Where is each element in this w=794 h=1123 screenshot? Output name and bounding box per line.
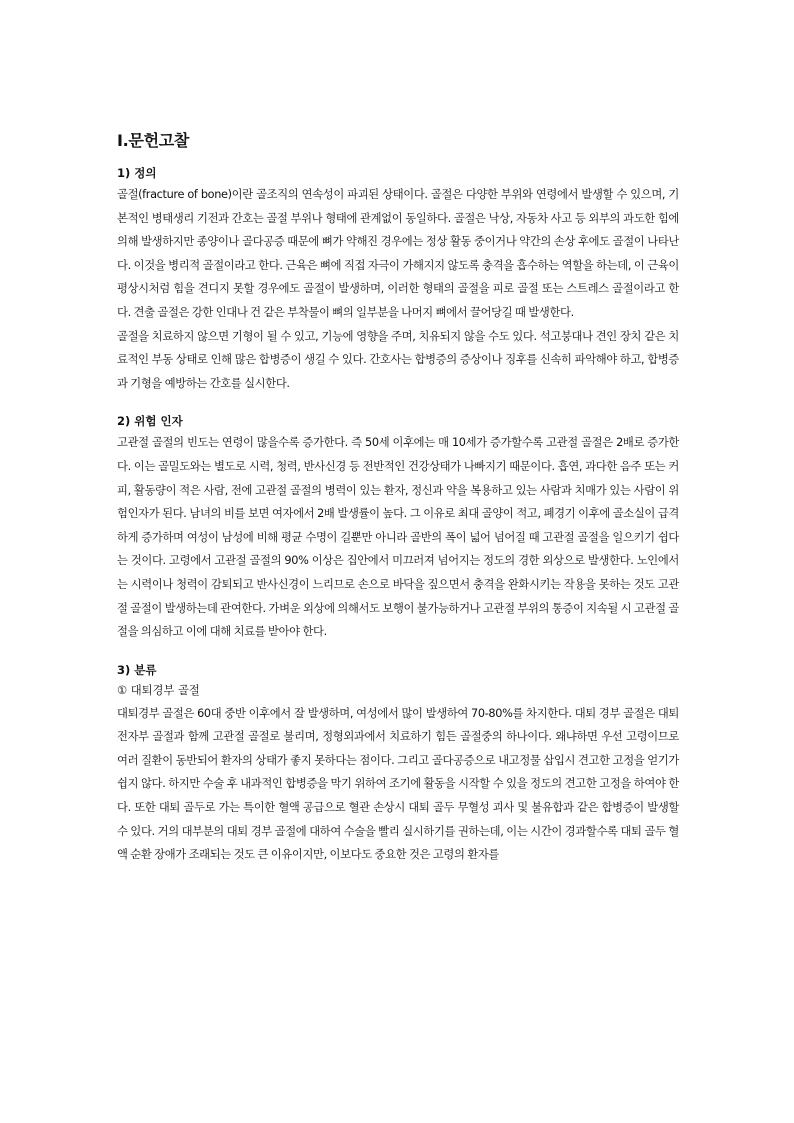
section-heading: 2) 위험 인자: [117, 414, 183, 429]
paragraph: 대퇴경부 골절은 60대 중반 이후에서 잘 발생하며, 여성에서 많이 발생하여 70-80%를 차지한다. 대퇴 경부 골절은 대퇴 전자부 골절과 함께 고관절 골절로 불리며, 정형외과에서 치료하기 힘든 골절중의 하나이다. 왜냐하면 우선 고령이므로 여러 질환이 동반되어 환자의 상태가 좋지 못하다는 점이다. 그리고 골다공증으로 내고정물 삽입시 견고한 고정을 얻기가 쉽지 않다. 하지만 수술 후 내과적인 합병증을 막기 위하여 조기에 활동을 시작할 수 있을 정도의 견고한 고정을 하여야 한다. 또한 대퇴 골두로 가는 특이한 혈액 공급으로 혈관 손상시 대퇴 골두 무혈성 괴사 및 불유합과 같은 합병증이 발생할 수 있다. 거의 대부분의 대퇴 경부 골절에 대하여 수술을 빨리 실시하기를 권하는데, 이는 시간이 경과할수록 대퇴 골두 혈액 순환 장애가 조래되는 것도 큰 이유이지만, 이보다도 중요한 것은 고령의 환자를: [117, 706, 679, 862]
section-risk-factors: [117, 411, 679, 643]
sub-heading: ① 대퇴경부 골절: [117, 683, 200, 697]
document-page: [117, 128, 679, 867]
section-classification: [117, 660, 679, 867]
paragraph: 골절(fracture of bone)이란 골조직의 연속성이 파괴된 상태이다. 골절은 다양한 부위와 연령에서 발생할 수 있으며, 기본적인 병태생리 기전과 간호는 골절 부위나 형태에 관계없이 동일하다. 골절은 낙상, 자동차 사고 등 외부의 과도한 힘에 의해 발생하지만 종양이나 골다공증 때문에 뼈가 약해진 경우에는 정상 활동 중이거나 약간의 손상 후에도 골절이 나타난다. 이것을 병리적 골절이라고 한다. 근육은 뼈에 직접 자극이 가해지지 않도록 충격을 흡수하는 역할을 하는데, 이 근육이 평상시처럼 힘을 견디지 못할 경우에도 골절이 발생하며, 이러한 형태의 골절을 피로 골절 또는 스트레스 골절이라고 한다. 견출 골절은 강한 인대나 건 같은 부착물이 뼈의 일부분을 나머지 뼈에서 끌어당길 때 발생한다.: [117, 188, 679, 319]
section-heading: 1) 정의: [117, 166, 157, 180]
document-title: Ⅰ.문헌고찰: [117, 131, 190, 150]
paragraph: 골절을 치료하지 않으면 기형이 될 수 있고, 기능에 영향을 주며, 치유되지 않을 수도 있다. 석고붕대나 견인 장치 같은 치료적인 부동 상태로 인해 많은 합병증이 생길 수 있다. 간호사는 합병증의 증상이나 징후를 신속히 파악해야 하고, 합병증과 기형을 예방하는 간호를 실시한다.: [117, 329, 679, 390]
section-definition: [117, 163, 679, 395]
paragraph: 고관절 골절의 빈도는 연령이 많을수록 증가한다. 즉 50세 이후에는 매 10세가 증가할수록 고관절 골절은 2배로 증가한다. 이는 골밀도와는 별도로 시력, 청력, 반사신경 등 전반적인 건강상태가 나빠지기 때문이다. 흡연, 과다한 음주 또는 커피, 활동량이 적은 사람, 전에 고관절 골절의 병력이 있는 환자, 정신과 약을 복용하고 있는 사람과 치매가 있는 사람이 위험인자가 된다. 남녀의 비를 보면 여자에서 2배 발생률이 높다. 그 이유로 최대 골양이 적고, 폐경기 이후에 골소실이 급격하게 증가하며 여성이 남성에 비해 평균 수명이 길뿐만 아니라 골반의 폭이 넓어 넘어질 때 고관절 골절을 일으키기 쉽다는 것이다. 고령에서 고관절 골절의 90% 이상은 집안에서 미끄러져 넘어지는 정도의 경한 외상으로 발생한다. 노인에서는 시력이나 청력이 감퇴되고 반사신경이 느리므로 손으로 바닥을 짚으면서 충격을 완화시키는 작용을 못하는 것도 고관절 골절이 발생하는데 관여한다. 가벼운 외상에 의해서도 보행이 불가능하거나 고관절 부위의 통증이 지속될 시 고관절 골절을 의심하고 이에 대해 치료를 받아야 한다.: [117, 436, 679, 639]
section-heading: 3) 분류: [117, 662, 157, 677]
